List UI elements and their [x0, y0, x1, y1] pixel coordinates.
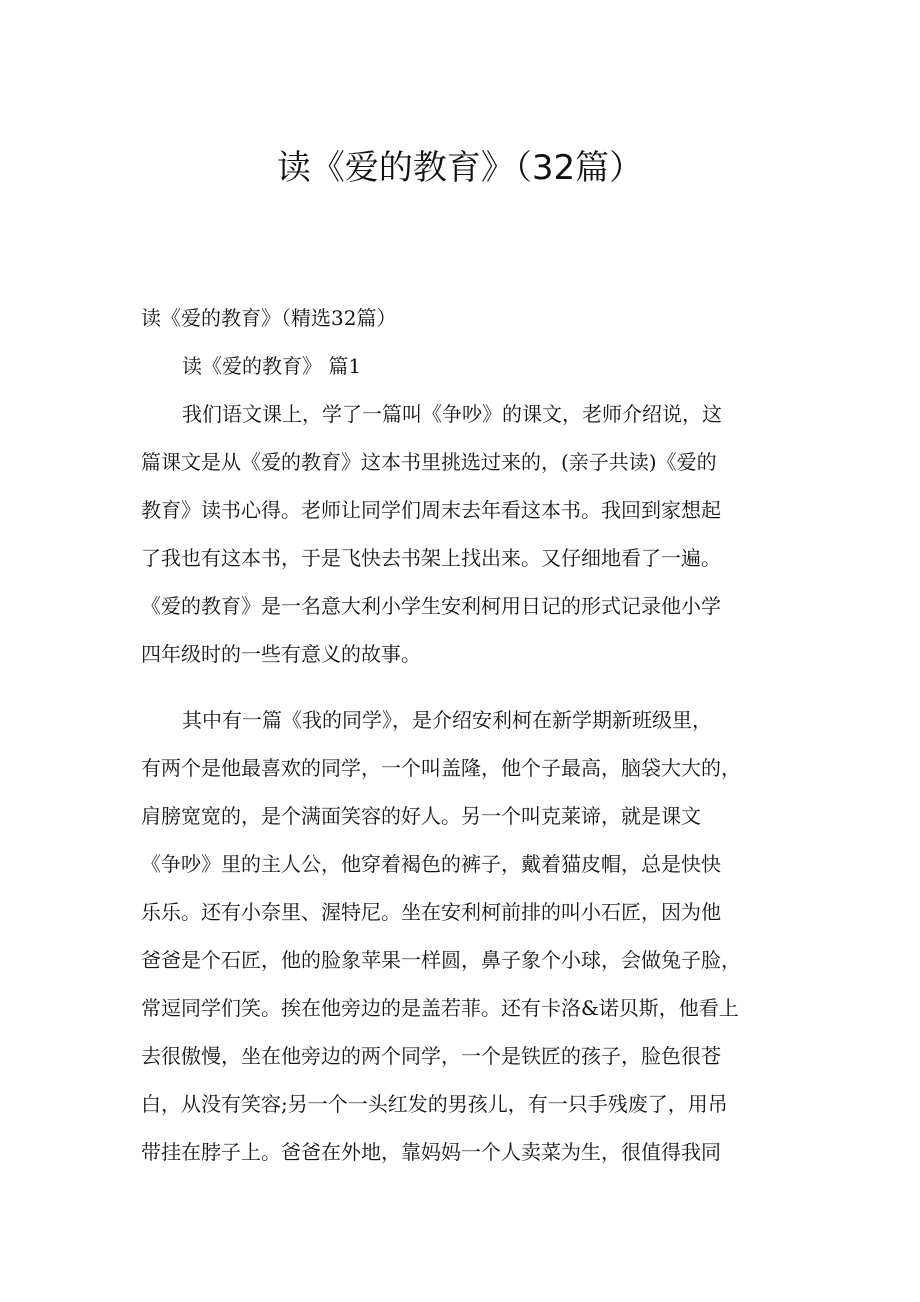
paragraph-line: 《爱的教育》是一名意大利小学生安利柯用日记的形式记录他小学 [141, 594, 721, 618]
paragraph-line: 其中有一篇《我的同学》，是介绍安利柯在新学期新班级里， [182, 708, 712, 732]
paragraph-2 [141, 702, 803, 1182]
paragraph-gap [141, 684, 803, 702]
paragraph-line: 了我也有这本书，于是飞快去书架上找出来。又仔细地看了一遍。 [141, 546, 721, 570]
paragraph-line: 有两个是他最喜欢的同学，一个叫盖隆，他个子最高，脑袋大大的， [141, 756, 741, 780]
paragraph-line: 白，从没有笑容;另一个一头红发的男孩儿，有一只手残废了，用吊 [141, 1092, 728, 1116]
document-body [141, 300, 803, 1182]
paragraph-line: 乐乐。还有小奈里、渥特尼。坐在安利柯前排的叫小石匠，因为他 [141, 900, 721, 924]
paragraph-line: 带挂在脖子上。爸爸在外地，靠妈妈一个人卖菜为生，很值得我同 [141, 1140, 721, 1164]
paragraph-line: 篇课文是从《爱的教育》这本书里挑选过来的，(亲子共读)《爱的 [141, 450, 717, 474]
document-title: 读《爱的教育》（32篇） [276, 148, 644, 188]
document-subtitle: 读《爱的教育》（精选32篇） [141, 306, 397, 330]
paragraph-line: 肩膀宽宽的，是个满面笑容的好人。另一个叫克莱谛，就是课文 [141, 804, 701, 828]
paragraph-line: 《争吵》里的主人公，他穿着褐色的裤子，戴着猫皮帽，总是快快 [141, 852, 721, 876]
paragraph-line: 常逗同学们笑。挨在他旁边的是盖若菲。还有卡洛&诺贝斯，他看上 [141, 996, 739, 1020]
paragraph-line: 教育》读书心得。老师让同学们周末去年看这本书。我回到家想起 [141, 498, 721, 522]
paragraph-line: 爸爸是个石匠，他的脸象苹果一样圆，鼻子象个小球，会做兔子脸， [141, 948, 741, 972]
paragraph-line: 我们语文课上，学了一篇叫《争吵》的课文，老师介绍说，这 [182, 402, 722, 426]
section-heading: 读《爱的教育》 篇1 [182, 354, 362, 378]
paragraph-1 [141, 396, 803, 684]
paragraph-line: 去很傲慢，坐在他旁边的两个同学，一个是铁匠的孩子，脸色很苍 [141, 1044, 721, 1068]
paragraph-line: 四年级时的一些有意义的故事。 [141, 642, 421, 666]
